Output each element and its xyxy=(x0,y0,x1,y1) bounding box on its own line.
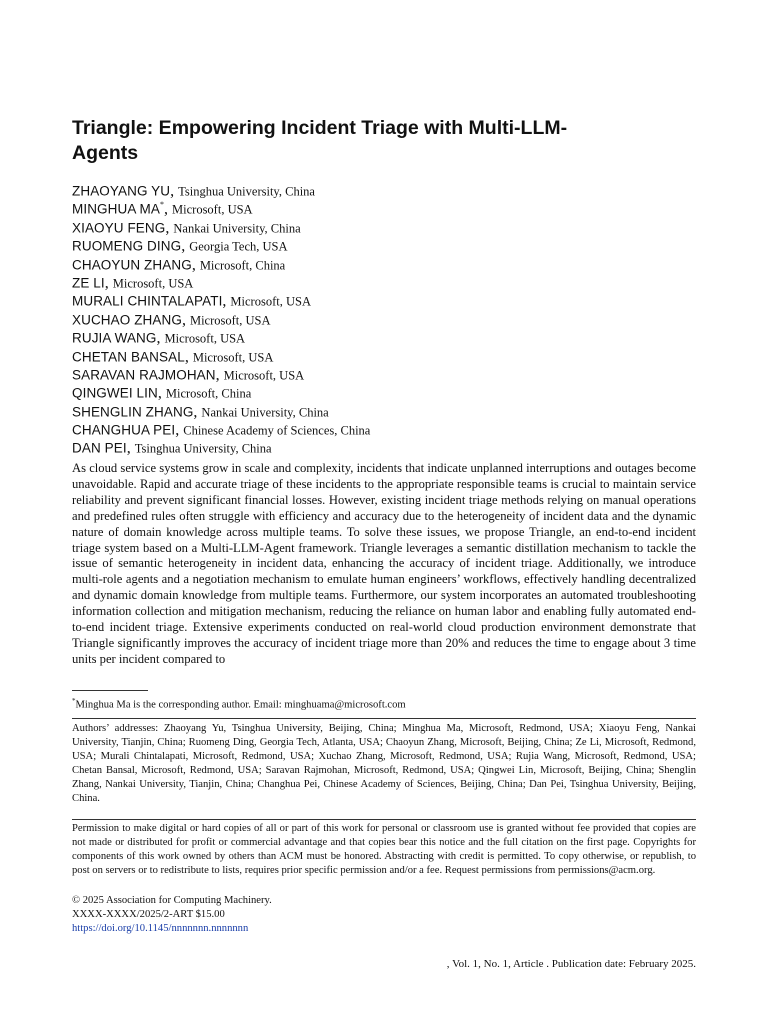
author-affiliation: Microsoft, USA xyxy=(189,313,271,328)
author-affiliation: Tsinghua University, China xyxy=(178,184,315,199)
author-name: SHENGLIN ZHANG xyxy=(72,404,194,420)
author-affiliation: Microsoft, China xyxy=(199,257,286,272)
corresponding-author-footnote xyxy=(72,694,696,713)
author-entry: CHETAN BANSAL, Microsoft, USA xyxy=(72,347,274,365)
author-entry: RUJIA WANG, Microsoft, USA xyxy=(72,329,246,347)
doi-line xyxy=(72,922,248,936)
author-footnote-mark: * xyxy=(160,200,165,210)
author-name: CHANGHUA PEI xyxy=(72,422,176,438)
permission-notice: Permission to make digital or hard copies of all or part of this work for personal or classroom use is granted without fee provided that copies are not made or distributed for profit or commercial advantage and that copies bear this notice and the full citation on the first page. Copyrights for components of this work owned by others than ACM must be honored. Abstracting with credit is permitted. To copy otherwise, or republish, to post on servers or to redistribute to lists, requires prior specific permission and/or a fee. Request permissions from permissions@acm.org. xyxy=(72,823,696,877)
author-entry: MINGHUA MA*, Microsoft, USA xyxy=(72,200,253,218)
doi-link[interactable]: https://doi.org/10.1145/nnnnnnn.nnnnnnn xyxy=(72,923,249,934)
author-affiliation: Nankai University, China xyxy=(201,405,329,420)
author-name: MINGHUA MA xyxy=(72,201,161,217)
paper-title: Triangle: Empowering Incident Triage with Multi-LLM-Agents xyxy=(72,117,568,164)
addresses-divider xyxy=(72,718,696,719)
author-affiliation: Microsoft, USA xyxy=(164,331,246,346)
author-entry: ZE LI, Microsoft, USA xyxy=(72,274,194,292)
author-name: CHETAN BANSAL xyxy=(72,348,185,364)
author-entry: RUOMENG DING, Georgia Tech, USA xyxy=(72,237,288,255)
author-entry: SARAVAN RAJMOHAN, Microsoft, USA xyxy=(72,366,305,384)
author-name: DAN PEI xyxy=(72,440,127,456)
issn-price-line: XXXX-XXXX/2025/2-ART $15.00 xyxy=(72,909,225,920)
publication-info: , Vol. 1, No. 1, Article . Publication date: February 2025. xyxy=(446,958,696,970)
author-name: ZE LI xyxy=(72,275,105,291)
permission-divider xyxy=(72,819,696,820)
author-name: CHAOYUN ZHANG xyxy=(72,256,192,272)
footnote-divider xyxy=(72,690,148,691)
copyright-line: © 2025 Association for Computing Machinery. xyxy=(72,895,272,906)
author-affiliation: Tsinghua University, China xyxy=(134,441,272,456)
author-addresses: Authors’ addresses: Zhaoyang Yu, Tsinghua University, Beijing, China; Minghua Ma, Microsoft, Redmond, USA; Xiaoyu Feng, Nankai University, Tianjin, China; Ruomeng Ding, Georgia Tech, Atlanta, USA; Chaoyun Zhang, Microsoft, Beijing, China; Ze Li, Microsoft, Redmond, USA; Murali Chintalapati, Microsoft, Redmond, USA; Xuchao Zhang, Microsoft, Redmond, USA; Rujia Wang, Microsoft, Redmond, USA; Chetan Bansal, Microsoft, Redmond, USA; Saravan Rajmohan, Microsoft, Redmond, USA; Qingwei Lin, Microsoft, Beijing, China; Shenglin Zhang, Nankai University, Tianjin, China; Changhua Pei, Chinese Academy of Sciences, Beijing, China; Dan Pei, Tsinghua University, Beijing, China. xyxy=(72,723,696,805)
author-affiliation: Microsoft, USA xyxy=(172,202,253,217)
author-name: MURALI CHINTALAPATI xyxy=(72,293,223,309)
author-entry: XIAOYU FENG, Nankai University, China xyxy=(72,219,301,237)
author-name: RUJIA WANG xyxy=(72,330,157,346)
footnote-text: Minghua Ma is the corresponding author. Email: minghuama@microsoft.com xyxy=(75,699,406,711)
author-name: ZHAOYANG YU xyxy=(72,183,171,199)
author-name: XIAOYU FENG xyxy=(72,220,166,236)
author-affiliation: Chinese Academy of Sciences, China xyxy=(183,423,371,438)
author-list xyxy=(72,178,672,457)
author-entry: DAN PEI, Tsinghua University, China xyxy=(72,439,272,457)
author-entry: SHENGLIN ZHANG, Nankai University, China xyxy=(72,403,329,421)
author-affiliation: Microsoft, USA xyxy=(223,368,305,383)
author-entry: XUCHAO ZHANG, Microsoft, USA xyxy=(72,311,271,329)
author-entry: CHANGHUA PEI, Chinese Academy of Sciences, China xyxy=(72,421,371,439)
author-entry: CHAOYUN ZHANG, Microsoft, China xyxy=(72,255,286,273)
author-entry: ZHAOYANG YU, Tsinghua University, China xyxy=(72,182,315,200)
author-name: XUCHAO ZHANG xyxy=(72,312,182,328)
author-affiliation: Microsoft, China xyxy=(165,386,252,401)
author-affiliation: Microsoft, USA xyxy=(112,276,194,291)
author-entry: QINGWEI LIN, Microsoft, China xyxy=(72,384,252,402)
footnote-mark: * xyxy=(72,697,76,705)
author-name: RUOMENG DING xyxy=(72,238,182,254)
author-affiliation: Nankai University, China xyxy=(173,221,301,236)
author-name: QINGWEI LIN xyxy=(72,385,158,401)
author-name: SARAVAN RAJMOHAN xyxy=(72,367,216,383)
author-affiliation: Microsoft, USA xyxy=(192,349,274,364)
author-affiliation: Georgia Tech, USA xyxy=(189,239,288,254)
author-entry: MURALI CHINTALAPATI, Microsoft, USA xyxy=(72,292,311,310)
abstract: As cloud service systems grow in scale and complexity, incidents that indicate unplanned interruptions and outages become unavoidable. Rapid and accurate triage of these incidents to the appropriate responsible teams is crucial to maintain service reliability and prevent significant financial losses. However, existing incident triage methods relying on manual operations and predefined rules often struggle with efficiency and accuracy due to the heterogeneity of incident data and the dynamic nature of domain knowledge across multiple teams. To solve these issues, we propose Triangle, an end-to-end incident triage system based on a Multi-LLM-Agent framework. Triangle leverages a semantic distillation mechanism to tackle the issue of semantic heterogeneity in incident data, enhancing the accuracy of incident triage. Additionally, we introduce multi-role agents and a negotiation mechanism to emulate human engineers’ workflows, effectively handling decentralized and dynamic domain knowledge from multiple teams. Furthermore, our system incorporates an automated troubleshooting information collection and mitigation mechanism, reducing the reliance on human labor and enabling fully automated end-to-end incident triage. Extensive experiments conducted on real-world cloud production environment demonstrate that Triangle significantly improves the accuracy of incident triage more than 20% and reduces the time to engage about 3 time units per incident compared to xyxy=(72,461,696,666)
author-affiliation: Microsoft, USA xyxy=(230,294,311,309)
